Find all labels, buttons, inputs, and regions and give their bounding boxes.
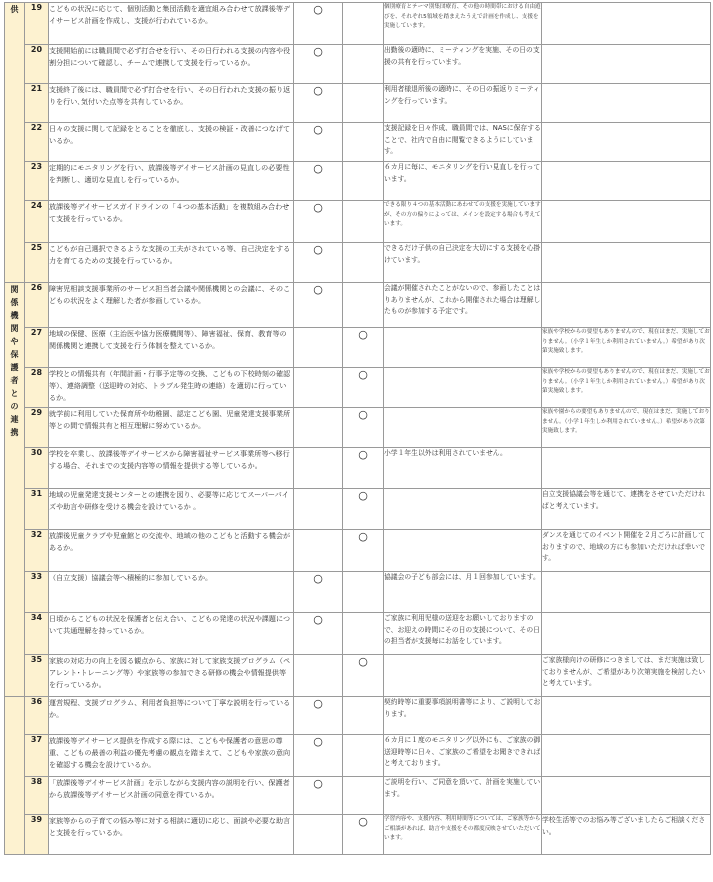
improvement-note bbox=[542, 3, 711, 45]
status-note: 契約時等に重要事項説明書等により、ご説明しております。 bbox=[384, 697, 542, 735]
status-note bbox=[384, 530, 542, 572]
check-yes-cell bbox=[294, 530, 343, 572]
evaluation-item: 「放課後等デイサービス計画」を示しながら支援内容の説明を行い、保護者から放課後等デイサービス計画の同意を得ているか。 bbox=[49, 777, 294, 815]
table-row bbox=[5, 408, 711, 448]
table-row bbox=[5, 530, 711, 572]
item-number: 26 bbox=[25, 283, 49, 328]
improvement-note bbox=[542, 84, 711, 123]
improvement-note: 学校生活等でのお悩み等ございましたらご相談ください。 bbox=[542, 815, 711, 855]
status-note: 出勤後の適時に、ミーティングを実施、その日の支援の共有を行っています。 bbox=[384, 45, 542, 84]
check-no-cell bbox=[343, 697, 384, 735]
status-note bbox=[384, 655, 542, 697]
improvement-note bbox=[542, 162, 711, 201]
status-note: できる限り４つの基本活動にあわせての支援を実施していますが、その方の偏りによっては、メインを設定する場合も考えています。 bbox=[384, 201, 542, 243]
check-yes-cell bbox=[294, 489, 343, 530]
check-no-cell: ○ bbox=[343, 328, 384, 368]
evaluation-item: 地域の児童発達支援センターとの連携を図り、必要等に応じてスーパーバイズや助言や研修を受ける機会を設けているか 。 bbox=[49, 489, 294, 530]
item-number: 23 bbox=[25, 162, 49, 201]
category-next-section bbox=[5, 697, 25, 855]
improvement-note bbox=[542, 201, 711, 243]
status-note: ご家族に利用児様の送迎をお願いしておりますので、お迎えの時間にその日の支援について、その日の担当者が支援毎にお話をしています。 bbox=[384, 613, 542, 655]
table-row bbox=[5, 572, 711, 613]
status-note: 利用者様退所後の適時に、その日の振返りミーティングを行っています。 bbox=[384, 84, 542, 123]
improvement-note bbox=[542, 613, 711, 655]
improvement-note bbox=[542, 448, 711, 489]
improvement-note bbox=[542, 777, 711, 815]
check-yes-cell: ○ bbox=[294, 201, 343, 243]
check-no-cell bbox=[343, 84, 384, 123]
item-number: 24 bbox=[25, 201, 49, 243]
check-no-cell: ○ bbox=[343, 530, 384, 572]
status-note bbox=[384, 368, 542, 408]
table-row bbox=[5, 735, 711, 777]
status-note: 小学１年生以外は利用されていません。 bbox=[384, 448, 542, 489]
improvement-note: 家族や園からの要望もありませんので、現在はまだ、実施しておりません。（小学１年生しか利用されていません。）希望があり次第実施致します。 bbox=[542, 408, 711, 448]
evaluation-item: 支援終了後には、職員間で必ず打合せを行い、その日行われた支援の振り返りを行い､気付いた点等を共有しているか。 bbox=[49, 84, 294, 123]
check-no-cell bbox=[343, 735, 384, 777]
item-number: 22 bbox=[25, 123, 49, 162]
evaluation-item: 放課後等デイサービスガイドラインの「４つの基本活動」を複数組み合わせて支援を行っているか。 bbox=[49, 201, 294, 243]
evaluation-item: 障害児相談支援事業所のサービス担当者会議や関係機関との会議に、そのこどもの状況をよく理解した者が参画しているか。 bbox=[49, 283, 294, 328]
check-no-cell bbox=[343, 3, 384, 45]
item-number: 20 bbox=[25, 45, 49, 84]
item-number: 29 bbox=[25, 408, 49, 448]
evaluation-item: 放課後児童クラブや児童館との交流や、地域の他のこどもと活動する機会があるか。 bbox=[49, 530, 294, 572]
table-row bbox=[5, 613, 711, 655]
check-yes-cell: ○ bbox=[294, 162, 343, 201]
status-note: ６カ月に１度のモニタリング以外にも、ご家族の御送迎時等に日々、ご家族のご希望をお聞きできればと考えております。 bbox=[384, 735, 542, 777]
table-row bbox=[5, 3, 711, 45]
status-note bbox=[384, 489, 542, 530]
table-row bbox=[5, 201, 711, 243]
status-note bbox=[384, 328, 542, 368]
item-number: 34 bbox=[25, 613, 49, 655]
evaluation-item: 放課後等デイサービス提供を作成する際には、こどもや保護者の意思の尊重、こどもの最善の利益の優先考慮の観点を踏まえて、こどもや家族の意向を確認する機会を設けているか。 bbox=[49, 735, 294, 777]
evaluation-item: （自立支援）協議会等へ積極的に参加しているか。 bbox=[49, 572, 294, 613]
check-no-cell: ○ bbox=[343, 815, 384, 855]
category-cooperation bbox=[5, 283, 25, 697]
check-yes-cell: ○ bbox=[294, 777, 343, 815]
check-no-cell bbox=[343, 572, 384, 613]
check-no-cell bbox=[343, 243, 384, 283]
status-note: 個別療育とテーマ別集団療育、その他の時間帯における自由遊びを、それぞれ5領域を踏まえたうえで計画を作成し、支援を実施しています。 bbox=[384, 3, 542, 45]
item-number: 19 bbox=[25, 3, 49, 45]
table-row bbox=[5, 283, 711, 328]
evaluation-item: 学校を卒業し、放課後等デイサービスから障害福祉サービス事業所等へ移行する場合、それまでの支援内容等の情報を提供する等しているか。 bbox=[49, 448, 294, 489]
table-row bbox=[5, 815, 711, 855]
table-row bbox=[5, 489, 711, 530]
improvement-note: ダンスを通じてのイベント開催を２月ごろに計画しておりますので、地域の方にも参加いただければ幸いです。 bbox=[542, 530, 711, 572]
item-number: 28 bbox=[25, 368, 49, 408]
table-row bbox=[5, 777, 711, 815]
check-yes-cell: ○ bbox=[294, 283, 343, 328]
status-note: 会議が開催されたことがないので、参画したことはりありませんが、これから開催された場合は理解したものが参加する予定です。 bbox=[384, 283, 542, 328]
check-yes-cell: ○ bbox=[294, 572, 343, 613]
category-label: 供 bbox=[10, 5, 19, 14]
category-label: 関係機関や保護者との連携 bbox=[10, 285, 19, 437]
improvement-note bbox=[542, 572, 711, 613]
item-number: 30 bbox=[25, 448, 49, 489]
check-yes-cell: ○ bbox=[294, 613, 343, 655]
table-row bbox=[5, 45, 711, 84]
check-no-cell: ○ bbox=[343, 655, 384, 697]
check-no-cell bbox=[343, 283, 384, 328]
improvement-note bbox=[542, 283, 711, 328]
status-note: 協議会の子ども部会には、月１回参加しています。 bbox=[384, 572, 542, 613]
check-yes-cell bbox=[294, 328, 343, 368]
item-number: 37 bbox=[25, 735, 49, 777]
check-yes-cell: ○ bbox=[294, 735, 343, 777]
item-number: 25 bbox=[25, 243, 49, 283]
check-no-cell bbox=[343, 201, 384, 243]
table-row bbox=[5, 243, 711, 283]
check-yes-cell bbox=[294, 448, 343, 489]
evaluation-item: こどもが自己選択できるような支援の工夫がされている等、自己決定をする力を育てるための支援を行っているか。 bbox=[49, 243, 294, 283]
improvement-note bbox=[542, 243, 711, 283]
check-yes-cell: ○ bbox=[294, 3, 343, 45]
improvement-note: 家族や学校からの要望もありませんので、現在はまだ、実施しておりません。（小学１年生しか利用されていません。）希望があり次第実施致します。 bbox=[542, 328, 711, 368]
check-no-cell: ○ bbox=[343, 408, 384, 448]
status-note: 学習内容や、支援内容、利用時間等については、ご家族等からご相談があれば、助言や支援をその都度反映させていただいています。 bbox=[384, 815, 542, 855]
status-note: できるだけ子供の自己決定を大切にする支援を心掛けています。 bbox=[384, 243, 542, 283]
check-yes-cell: ○ bbox=[294, 84, 343, 123]
evaluation-item: 家族の対応力の向上を図る観点から、家族に対して家族支援プログラム（ペアレント･トレーニング等）や家族等の参加できる研修の機会や情報提供等を行っているか。 bbox=[49, 655, 294, 697]
evaluation-item: 学校との情報共有（年間計画・行事予定等の交換、こどもの下校時刻の確認等）、連絡調整（送迎時の対応、トラブル発生時の連絡）を適切に行っているか。 bbox=[49, 368, 294, 408]
item-number: 39 bbox=[25, 815, 49, 855]
table-row bbox=[5, 448, 711, 489]
evaluation-item: 就学前に利用していた保育所や幼稚園、認定こども園、児童発達支援事業所等との間で情報共有と相互理解に努めているか。 bbox=[49, 408, 294, 448]
improvement-note bbox=[542, 735, 711, 777]
item-number: 27 bbox=[25, 328, 49, 368]
status-note: ６カ月に毎に、モニタリングを行い見直しを行っています。 bbox=[384, 162, 542, 201]
improvement-note: ご家族様向けの研修につきましては、まだ実施は致しておりませんが、ご希望があり次第実施を検討したいと考えています。 bbox=[542, 655, 711, 697]
check-no-cell bbox=[343, 777, 384, 815]
item-number: 36 bbox=[25, 697, 49, 735]
check-yes-cell bbox=[294, 408, 343, 448]
item-number: 21 bbox=[25, 84, 49, 123]
check-yes-cell: ○ bbox=[294, 243, 343, 283]
check-no-cell: ○ bbox=[343, 489, 384, 530]
check-no-cell bbox=[343, 123, 384, 162]
improvement-note bbox=[542, 697, 711, 735]
evaluation-item: 支援開始前には職員間で必ず打合せを行い、その日行われる支援の内容や役割分担について確認し、チームで連携して支援を行っているか。 bbox=[49, 45, 294, 84]
table-row bbox=[5, 697, 711, 735]
table-row bbox=[5, 84, 711, 123]
evaluation-item: こどもの状況に応じて、個別活動と集団活動を適宜組み合わせて放課後等デイサービス計画を作成し、支援が行われているか。 bbox=[49, 3, 294, 45]
evaluation-item: 日々の支援に関して記録をとることを徹底し、支援の検証・改善につなげているか。 bbox=[49, 123, 294, 162]
check-yes-cell: ○ bbox=[294, 45, 343, 84]
item-number: 33 bbox=[25, 572, 49, 613]
evaluation-item: 運営規程、支援プログラム、利用者負担等について丁寧な説明を行っているか。 bbox=[49, 697, 294, 735]
table-row bbox=[5, 123, 711, 162]
evaluation-item: 日頃からこどもの状況を保護者と伝え合い、こどもの発達の状況や課題について共通理解を持っているか。 bbox=[49, 613, 294, 655]
check-yes-cell: ○ bbox=[294, 697, 343, 735]
item-number: 38 bbox=[25, 777, 49, 815]
category-support bbox=[5, 3, 25, 283]
check-no-cell bbox=[343, 613, 384, 655]
check-yes-cell bbox=[294, 655, 343, 697]
evaluation-item: 定期的にモニタリングを行い、放課後等デイサービス計画の見直しの必要性を判断し、適切な見直しを行っているか。 bbox=[49, 162, 294, 201]
self-evaluation-table bbox=[4, 2, 711, 855]
check-no-cell bbox=[343, 45, 384, 84]
check-no-cell bbox=[343, 162, 384, 201]
evaluation-item: 家族等からの子育ての悩み等に対する相談に適切に応じ、面談や必要な助言と支援を行っているか。 bbox=[49, 815, 294, 855]
table-body bbox=[5, 3, 711, 855]
status-note bbox=[384, 408, 542, 448]
status-note: ご説明を行い、ご同意を頂いて、計画を実施しています。 bbox=[384, 777, 542, 815]
table-row bbox=[5, 328, 711, 368]
improvement-note bbox=[542, 123, 711, 162]
table-row bbox=[5, 655, 711, 697]
status-note: 支援記録を日々作成、職員間では、NASに保存することで、社内で自由に閲覧できるようにしています。 bbox=[384, 123, 542, 162]
table-row bbox=[5, 162, 711, 201]
check-yes-cell bbox=[294, 815, 343, 855]
check-yes-cell bbox=[294, 368, 343, 408]
item-number: 35 bbox=[25, 655, 49, 697]
item-number: 32 bbox=[25, 530, 49, 572]
check-no-cell: ○ bbox=[343, 368, 384, 408]
check-yes-cell: ○ bbox=[294, 123, 343, 162]
item-number: 31 bbox=[25, 489, 49, 530]
evaluation-item: 地域の保健、医療（主治医や協力医療機関等）、障害福祉、保育、教育等の関係機関と連携して支援を行う体制を整えているか。 bbox=[49, 328, 294, 368]
improvement-note bbox=[542, 45, 711, 84]
table-row bbox=[5, 368, 711, 408]
improvement-note: 家族や学校からの要望もありませんので、現在はまだ、実施しておりません。（小学１年生しか利用されていません。）希望があり次第実施致します。 bbox=[542, 368, 711, 408]
improvement-note: 自立支援協議会等を通じて、連携をさせていただければと考えています。 bbox=[542, 489, 711, 530]
check-no-cell: ○ bbox=[343, 448, 384, 489]
